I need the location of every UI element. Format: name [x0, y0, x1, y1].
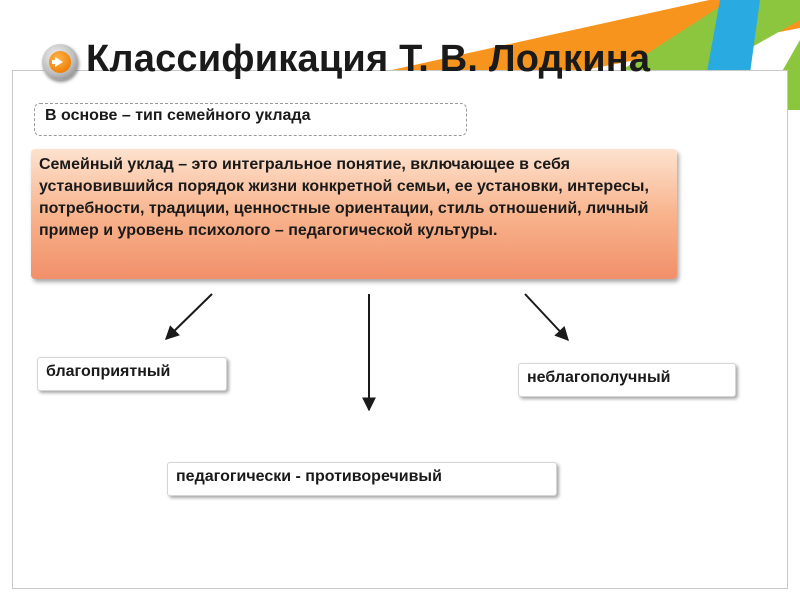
type-dysfunctional: неблагополучный [518, 363, 736, 397]
type-favorable: благоприятный [37, 357, 227, 391]
arrow-right-icon [42, 44, 78, 80]
slide-title: Классификация Т. В. Лодкина [86, 38, 651, 80]
definition-box: Семейный уклад – это интегральное понятие, включающее в себя установившийся порядок жизни конкретной семьи, ее установки, интересы, потребности, традиции, ценностные ориентации, стиль отношений, личный пример и уровень психолого – педагогической культуры. [31, 149, 677, 279]
basis-label: В основе – тип семейного уклада [34, 103, 467, 136]
slide-frame [12, 70, 788, 589]
type-contradictory: педагогически - противоречивый [167, 462, 557, 496]
